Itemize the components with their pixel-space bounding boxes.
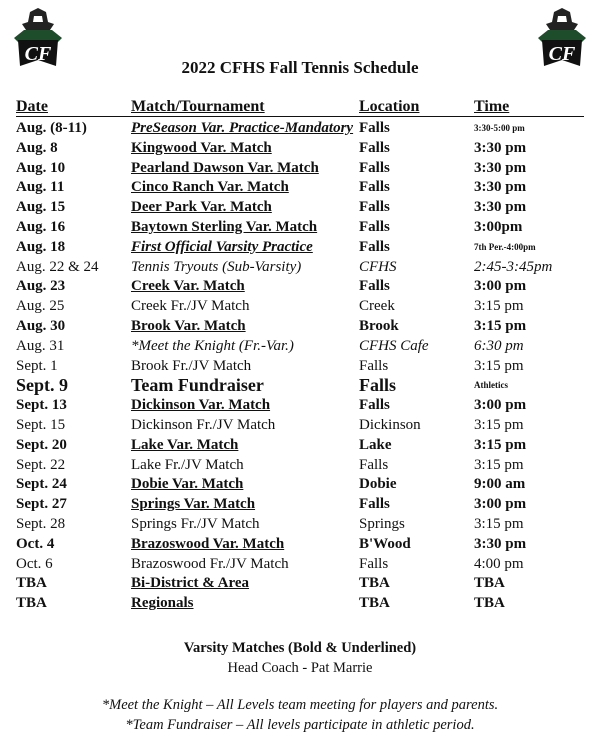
time-cell: 3:30 pm xyxy=(474,199,527,216)
match-cell: Cinco Ranch Var. Match xyxy=(131,179,289,196)
match-cell: Springs Fr./JV Match xyxy=(131,515,260,532)
match-cell: PreSeason Var. Practice-Mandatory xyxy=(131,120,354,136)
location-cell: Falls xyxy=(359,139,390,156)
svg-text:CF: CF xyxy=(24,43,52,65)
match-cell: Baytown Sterling Var. Match xyxy=(131,218,318,235)
time-cell: 3:15 pm xyxy=(474,515,524,532)
header-match: Match/Tournament xyxy=(131,98,265,115)
time-cell: 3:00 pm xyxy=(474,278,527,295)
match-cell: Dickinson Fr./JV Match xyxy=(131,416,276,433)
match-cell: Creek Var. Match xyxy=(131,278,245,295)
date-cell: Aug. 8 xyxy=(16,139,58,156)
svg-text:CF: CF xyxy=(548,43,576,65)
location-cell: Falls xyxy=(359,120,390,136)
time-cell: 3:00pm xyxy=(474,218,523,235)
table-row xyxy=(0,594,600,614)
time-cell: 3:30-5:00 pm xyxy=(474,123,525,133)
match-cell: Regionals xyxy=(131,595,194,612)
location-cell: Falls xyxy=(359,555,389,572)
coach-line: Head Coach - Pat Marrie xyxy=(227,660,373,676)
time-cell: 4:00 pm xyxy=(474,555,524,572)
location-cell: CFHS Cafe xyxy=(359,337,429,354)
table-row xyxy=(0,337,600,357)
table-row xyxy=(0,198,600,218)
time-cell: 3:30 pm xyxy=(474,139,527,156)
match-cell: Deer Park Var. Match xyxy=(131,199,272,216)
time-cell: 9:00 am xyxy=(474,476,526,493)
table-row xyxy=(0,297,600,317)
table-row xyxy=(0,555,600,575)
date-cell: Sept. 27 xyxy=(16,496,67,513)
date-cell: TBA xyxy=(16,595,47,612)
match-cell: Pearland Dawson Var. Match xyxy=(131,159,319,176)
match-cell: Lake Fr./JV Match xyxy=(131,456,244,473)
match-cell: Lake Var. Match xyxy=(131,436,239,453)
table-row xyxy=(0,218,600,238)
location-cell: Springs xyxy=(359,515,405,532)
match-cell: Creek Fr./JV Match xyxy=(131,298,250,315)
table-row xyxy=(0,178,600,198)
table-row xyxy=(0,258,600,278)
date-cell: Aug. 10 xyxy=(16,159,66,176)
table-row xyxy=(0,357,600,377)
location-cell: Falls xyxy=(359,179,390,196)
header-time: Time xyxy=(474,98,510,115)
location-cell: TBA xyxy=(359,595,390,612)
table-row xyxy=(0,515,600,535)
footnote-meet-knight: *Meet the Knight – All Levels team meeting for players and parents. xyxy=(101,697,499,713)
location-cell: Falls xyxy=(359,278,390,295)
time-cell: 3:15 pm xyxy=(474,436,527,453)
header-location: Location xyxy=(359,98,420,115)
date-cell: Sept. 13 xyxy=(16,397,67,414)
match-cell: Brazoswood Fr./JV Match xyxy=(131,555,289,572)
date-cell: Sept. 20 xyxy=(16,436,67,453)
location-cell: Falls xyxy=(359,375,397,396)
date-cell: Aug. 23 xyxy=(16,278,66,295)
time-cell: 3:15 pm xyxy=(474,416,524,433)
table-row xyxy=(0,238,600,258)
table-row xyxy=(0,159,600,179)
date-cell: Aug. 18 xyxy=(16,238,66,255)
date-cell: Aug. (8-11) xyxy=(16,120,87,136)
location-cell: Falls xyxy=(359,159,390,176)
time-cell: 3:15 pm xyxy=(474,357,524,374)
location-cell: CFHS xyxy=(359,258,397,275)
varsity-note: Varsity Matches (Bold & Underlined) xyxy=(183,640,417,656)
table-row xyxy=(0,535,600,555)
time-cell: 3:15 pm xyxy=(474,317,527,334)
table-row xyxy=(0,475,600,495)
match-cell: Springs Var. Match xyxy=(131,496,256,513)
date-cell: Aug. 15 xyxy=(16,199,66,216)
match-cell: Team Fundraiser xyxy=(131,375,264,396)
time-cell: 2:45-3:45pm xyxy=(474,258,553,275)
match-cell: Kingwood Var. Match xyxy=(131,139,272,156)
match-cell: Brook Fr./JV Match xyxy=(131,357,252,374)
date-cell: Sept. 15 xyxy=(16,416,66,433)
table-row xyxy=(0,376,600,396)
time-cell: TBA xyxy=(474,595,505,612)
match-cell: Brook Var. Match xyxy=(131,317,246,334)
table-row xyxy=(0,119,600,139)
date-cell: Sept. 1 xyxy=(16,357,58,374)
location-cell: Creek xyxy=(359,298,395,315)
location-cell: Dickinson xyxy=(359,416,421,433)
location-cell: Brook xyxy=(359,317,399,334)
date-cell: TBA xyxy=(16,575,47,592)
table-row xyxy=(0,317,600,337)
date-cell: Oct. 6 xyxy=(16,555,53,572)
time-cell: 3:30 pm xyxy=(474,179,527,196)
time-cell: 3:15 pm xyxy=(474,298,524,315)
date-cell: Aug. 22 & 24 xyxy=(16,258,99,275)
location-cell: Falls xyxy=(359,496,390,513)
table-row xyxy=(0,436,600,456)
time-cell: 3:00 pm xyxy=(474,496,527,513)
time-cell: 7th Per.-4:00pm xyxy=(474,241,536,252)
date-cell: Sept. 22 xyxy=(16,456,66,473)
match-cell: First Official Varsity Practice xyxy=(131,238,313,255)
location-cell: Falls xyxy=(359,238,390,255)
match-cell: Dobie Var. Match xyxy=(131,476,244,493)
date-cell: Sept. 28 xyxy=(16,515,66,532)
location-cell: Falls xyxy=(359,456,389,473)
location-cell: Lake xyxy=(359,436,392,453)
match-cell: Brazoswood Var. Match xyxy=(131,535,285,552)
time-cell: 3:30 pm xyxy=(474,159,527,176)
date-cell: Aug. 30 xyxy=(16,317,66,334)
time-cell: 6:30 pm xyxy=(474,337,524,354)
match-cell: Tennis Tryouts (Sub-Varsity) xyxy=(131,258,302,275)
time-cell: 3:15 pm xyxy=(474,456,524,473)
header-rule xyxy=(16,116,584,117)
time-cell: Athletics xyxy=(474,380,508,391)
table-row xyxy=(0,456,600,476)
date-cell: Aug. 31 xyxy=(16,337,65,354)
location-cell: Falls xyxy=(359,397,390,414)
table-row xyxy=(0,139,600,159)
match-cell: Bi-District & Area xyxy=(131,575,250,592)
table-row xyxy=(0,416,600,436)
location-cell: Falls xyxy=(359,218,390,235)
location-cell: TBA xyxy=(359,575,390,592)
time-cell: 3:30 pm xyxy=(474,535,527,552)
table-row xyxy=(0,396,600,416)
time-cell: 3:00 pm xyxy=(474,397,527,414)
date-cell: Aug. 11 xyxy=(16,179,65,196)
location-cell: Falls xyxy=(359,199,390,216)
footnote-fundraiser: *Team Fundraiser – All levels participate in athletic period. xyxy=(125,717,475,733)
date-cell: Sept. 9 xyxy=(16,375,69,396)
location-cell: Dobie xyxy=(359,476,397,493)
location-cell: B'Wood xyxy=(359,535,411,552)
date-cell: Oct. 4 xyxy=(16,535,55,552)
column-headers xyxy=(0,98,600,118)
header-date: Date xyxy=(16,98,48,115)
table-row xyxy=(0,277,600,297)
date-cell: Sept. 24 xyxy=(16,476,67,493)
page-title: 2022 CFHS Fall Tennis Schedule xyxy=(181,58,419,77)
table-row xyxy=(0,574,600,594)
date-cell: Aug. 16 xyxy=(16,218,66,235)
table-row xyxy=(0,495,600,515)
schedule-table xyxy=(0,119,600,614)
location-cell: Falls xyxy=(359,357,389,374)
date-cell: Aug. 25 xyxy=(16,298,65,315)
time-cell: TBA xyxy=(474,575,505,592)
match-cell: *Meet the Knight (Fr.-Var.) xyxy=(131,337,294,354)
match-cell: Dickinson Var. Match xyxy=(131,397,271,414)
